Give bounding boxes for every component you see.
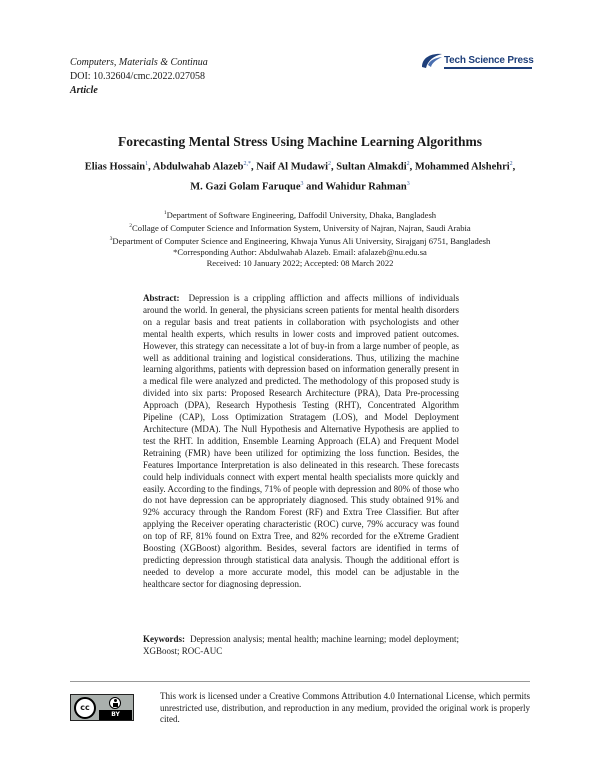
author-affiliation-marker[interactable]: 3 — [406, 180, 410, 187]
tech-science-press-logo-icon — [418, 51, 444, 71]
author-name: Sultan Almakdi — [336, 161, 407, 173]
abstract-label: Abstract: — [143, 293, 180, 303]
author-name: Mohammed Alshehri — [414, 161, 510, 173]
author-name: Abdulwahab Alazeb — [152, 161, 244, 173]
affiliation-line — [40, 221, 560, 234]
publisher-name: Tech Science Press — [444, 55, 534, 66]
cc-by-license-icon[interactable] — [70, 694, 134, 721]
affiliation-text: Collage of Computer Science and Information System, University of Najran, Najran, Saudi Arabia — [132, 222, 471, 233]
corresponding-author: *Corresponding Author: Abdulwahab Alazeb. Email: afalazeb@nu.edu.sa — [173, 247, 427, 258]
affiliation-text: Department of Computer Science and Engineering, Khwaja Yunus Ali University, Sirajganj 6751, Bangladesh — [112, 235, 491, 246]
journal-header — [70, 56, 208, 98]
doi-link[interactable]: DOI: 10.32604/cmc.2022.027058 — [70, 71, 205, 82]
footer-divider — [70, 681, 530, 682]
author-affiliation-marker[interactable]: 2 — [328, 161, 332, 167]
article-type: Article — [70, 85, 98, 96]
cc-circle: cc — [74, 697, 96, 719]
affiliation-marker: 1 — [163, 210, 167, 216]
journal-name: Computers, Materials & Continua — [70, 57, 208, 68]
author-name: Naif Al Mudawi — [256, 161, 329, 173]
author-affiliation-marker[interactable]: 2 — [406, 161, 410, 167]
author-list: Elias Hossain$^1$, Abdulwahab Alazeb$^{2,*}$, Naif Al Mudawi$^2$, Sultan Almakdi$^2$, Mohammed Alshehri$^2$, M. Gazi Golam Faruque$^3$ and Wahidur Rahman$^3$ — [84, 161, 516, 192]
logo-underline — [444, 67, 532, 69]
license-text: This work is licensed under a Creative Commons Attribution 4.0 International License, which permits unrestricted use, distribution, and reproduction in any medium, provided the original work is properly cited. — [160, 691, 530, 724]
keywords-label: Keywords: — [143, 634, 185, 644]
affiliation-marker: 3 — [109, 236, 113, 243]
keywords — [143, 634, 459, 658]
affiliation-line — [40, 208, 560, 221]
affiliation-text: Department of Software Engineering, Daffodil University, Dhaka, Bangladesh — [166, 209, 437, 220]
publisher-logo — [418, 51, 534, 71]
abstract — [143, 293, 459, 591]
author-affiliation-marker[interactable]: 2,* — [243, 161, 252, 167]
author-affiliation-marker[interactable]: 3 — [300, 180, 304, 187]
affiliation-line — [40, 234, 560, 247]
abstract-text: Depression is a crippling affliction and affects millions of individuals around the world. In general, the physicians screen patients for mental health disorders on a regular basis and treat patients in collaboration with psychologists and other mental health experts, which results in lower costs and improved patient outcomes. However, this strategy can necessitate a lot of buy-in from a large number of people, as well as additional training and logistical considerations. Thus, utilizing the machine learning algorithms, patients with depression based on information generally present in a medical file were analyzed and predicted. The methodology of this proposed study is divided into six parts: Proposed Research Architecture (PRA), Data Pre-processing Approach (DPA), Research Hypothesis Testing (RHT), Concentrated Algorithm Pipeline (CAP), Loss Optimization Stratagem (LOS), and Model Deployment Architecture (MDA). The Null Hypothesis and Alternative Hypothesis are applied to test the RHT. In addition, Ensemble Learning Approach (ELA) and Frequent Model Retraining (FMR) have been utilized for optimizing the loss function. Besides, the Features Importance Interpretation is also delineated in this research. These forecasts could help individuals connect with expert mental health specialists more quickly and easily. According to the findings, 71% of people with depression and 80% of those who do not have depression can be appropriately diagnosed. This study obtained 91% and 92% accuracy through the Random Forest (RF) and Extra Tree Classifier. But after applying the Receiver operating characteristic (ROC) curve, 79% accuracy was found on top of RF, 81% found on Extra Tree, and 82% recorded for the eXtreme Gradient Boosting (XGBoost) algorithm. Besides, several factors are identified in terms of predicting depression through statistical data analysis. Though the additional effort is needed to develop a more accurate model, this model can be adjustable in the healthcare sector for diagnosing depression. — [143, 293, 460, 589]
attribution-person-icon — [109, 697, 121, 709]
received-accepted-dates: Received: 10 January 2022; Accepted: 08 March 2022 — [206, 258, 394, 269]
by-label: BY — [99, 710, 132, 720]
author-affiliation-marker[interactable]: 1 — [145, 161, 149, 167]
author-name: Wahidur Rahman — [325, 181, 407, 192]
author-name: M. Gazi Golam Faruque — [190, 181, 301, 192]
author-affiliation-marker[interactable]: 2 — [509, 161, 513, 167]
affiliations — [40, 208, 560, 270]
paper-title: Forecasting Mental Stress Using Machine Learning Algorithms — [118, 134, 482, 149]
affiliation-marker: 2 — [129, 223, 133, 230]
keywords-text: Depression analysis; mental health; machine learning; model deployment; XGBoost; ROC-AUC — [143, 634, 459, 656]
author-name: Elias Hossain — [84, 161, 146, 173]
